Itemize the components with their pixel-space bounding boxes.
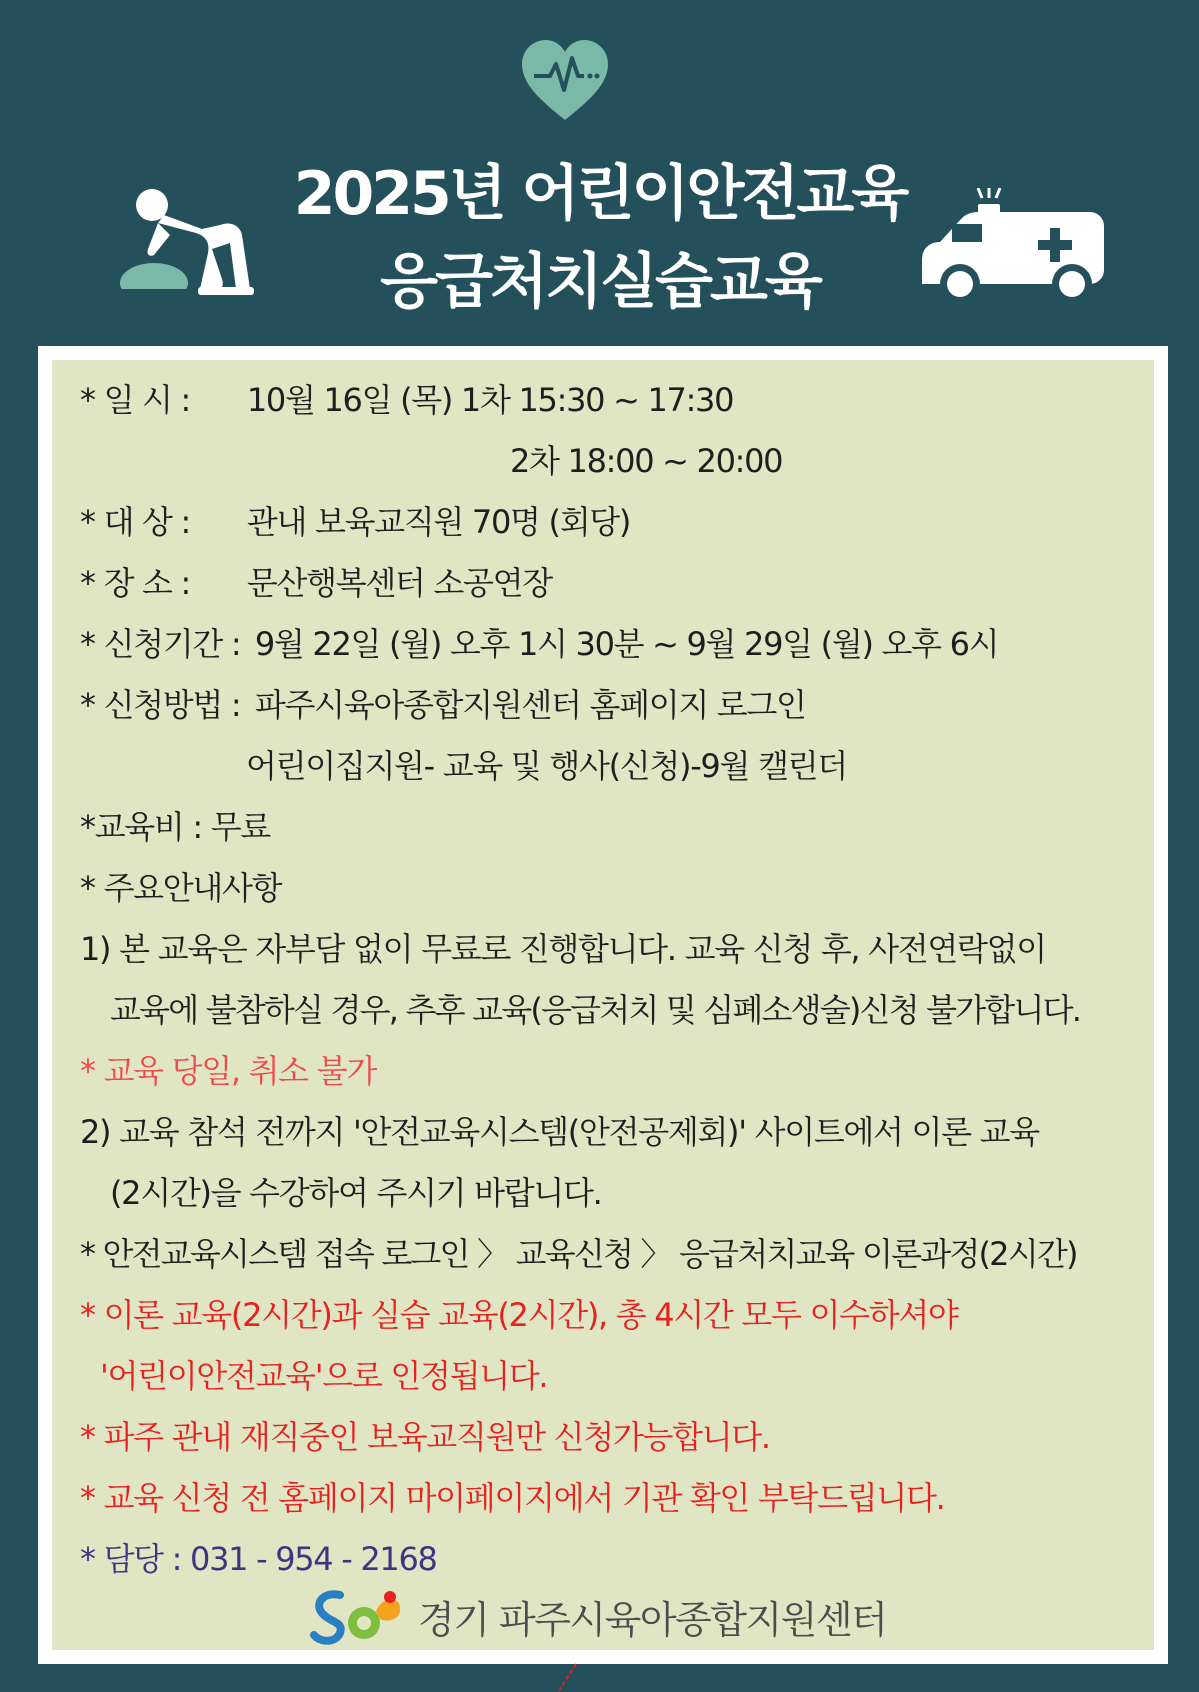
- ambulance-icon: [922, 188, 1112, 306]
- notice-1-line-1: 1) 본 교육은 자부담 없이 무료로 진행합니다. 교육 신청 후, 사전연락없이: [80, 930, 1046, 968]
- notice-2-line-2: (2시간)을 수강하여 주시기 바랍니다.: [110, 1174, 602, 1212]
- date-row-2: [80, 431, 1154, 492]
- notice-title: * 주요안내사항: [80, 869, 282, 907]
- date-label: * 일 시 :: [80, 381, 191, 419]
- method-value-2: 어린이집지원- 교육 및 행사(신청)-9월 캘린더: [246, 747, 847, 785]
- target-value: 관내 보육교직원 70명 (회당): [246, 503, 631, 541]
- date-row: [80, 370, 1154, 431]
- target-row: [80, 492, 1154, 553]
- notice-1-line-2: 교육에 불참하실 경우, 추후 교육(응급처치 및 심폐소생술)신청 불가합니다.: [110, 991, 1081, 1029]
- header: [0, 0, 1199, 345]
- red-notice-2: * 파주 관내 재직중인 보육교직원만 신청가능합니다.: [80, 1418, 770, 1456]
- red-notice-1-line-1: * 이론 교육(2시간)과 실습 교육(2시간), 총 4시간 모두 이수하셔야: [80, 1296, 958, 1334]
- org-logo: [310, 1580, 886, 1652]
- place-row: [80, 553, 1154, 614]
- heart-pulse-icon: [520, 38, 610, 122]
- notice-1-warning: * 교육 당일, 취소 불가: [80, 1052, 376, 1090]
- target-label: * 대 상 :: [80, 503, 191, 541]
- contact-row: * 담당 : 031 - 954 - 2168: [80, 1540, 437, 1578]
- notice-2-line-1: 2) 교육 참석 전까지 '안전교육시스템(안전공제회)' 사이트에서 이론 교육: [80, 1113, 1039, 1151]
- info-card: [38, 346, 1168, 1664]
- page-title: [250, 150, 950, 326]
- org-logo-icon: [310, 1585, 404, 1647]
- method-label: * 신청방법 :: [80, 686, 241, 724]
- title-line-1: 2025년 어린이안전교육: [293, 159, 907, 229]
- method-value: 파주시육아종합지원센터 홈페이지 로그인: [254, 686, 806, 724]
- period-value: 9월 22일 (월) 오후 1시 30분 ~ 9월 29일 (월) 오후 6시: [254, 625, 999, 663]
- cpr-person-icon: [118, 185, 268, 305]
- period-row: [80, 614, 1154, 675]
- title-line-2: 응급처치실습교육: [380, 247, 820, 317]
- method-row-2: [80, 736, 1154, 797]
- date-value-2: 2차 18:00 ~ 20:00: [510, 442, 783, 480]
- method-row: [80, 675, 1154, 736]
- info-panel: [52, 360, 1154, 1650]
- org-name: 경기 파주시육아종합지원센터: [418, 1597, 887, 1642]
- place-value: 문산행복센터 소공연장: [246, 564, 552, 602]
- date-value: 10월 16일 (목) 1차 15:30 ~ 17:30: [246, 381, 734, 419]
- period-label: * 신청기간 :: [80, 625, 241, 663]
- red-notice-3: * 교육 신청 전 홈페이지 마이페이지에서 기관 확인 부탁드립니다.: [80, 1479, 945, 1517]
- fee-row: *교육비 : 무료: [80, 808, 270, 846]
- notice-2-path: * 안전교육시스템 접속 로그인 〉 교육신청 〉 응급처치교육 이론과정(2시간): [80, 1235, 1077, 1273]
- red-notice-1-line-2: '어린이안전교육'으로 인정됩니다.: [100, 1357, 548, 1395]
- place-label: * 장 소 :: [80, 564, 191, 602]
- decorative-dashed-line: [548, 1662, 578, 1692]
